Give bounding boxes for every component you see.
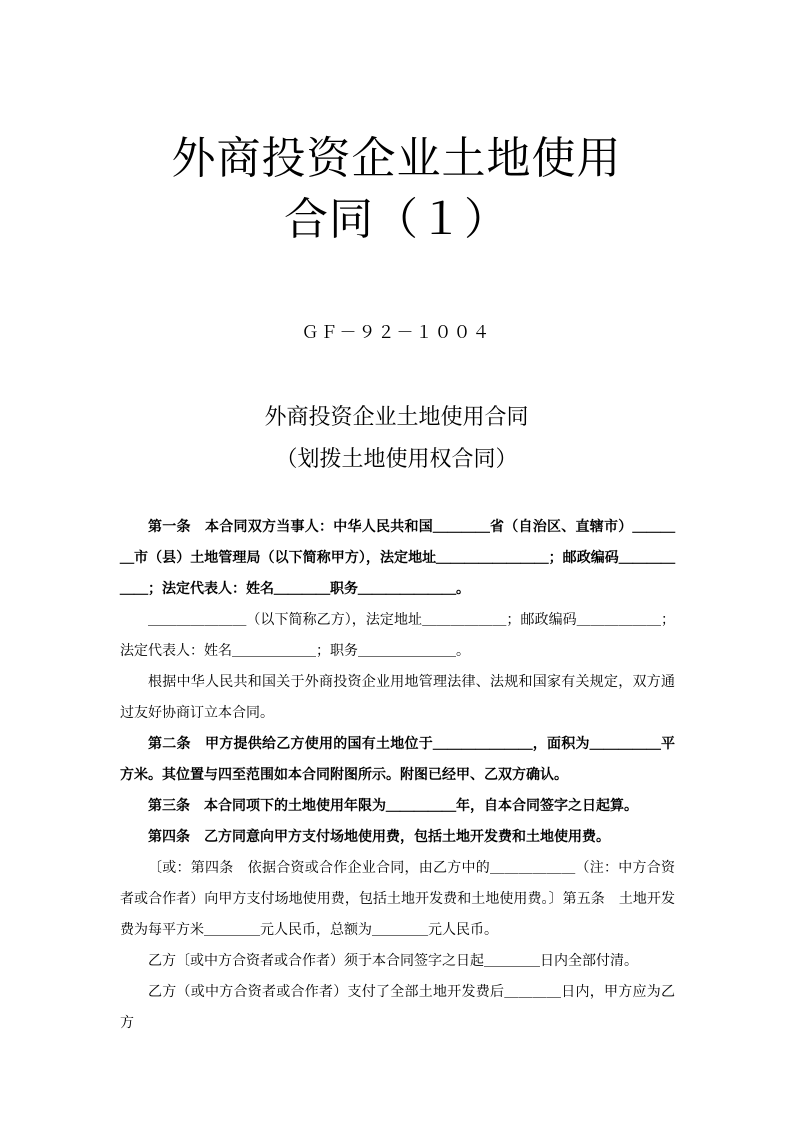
document-code: ＧＦ－９２－１００４ [301, 323, 492, 343]
contract-title: 外商投资企业土地使用合同 [264, 405, 529, 430]
document-title-line-1: 外商投资企业土地使用 [171, 133, 622, 184]
article-3-term: 第三条 本合同项下的土地使用年限为＿＿＿＿＿年，自本合同签字之日起算。 [148, 798, 638, 814]
payment-deadline: 乙方〔或中方合资者或合作者）须于本合同签字之日起＿＿＿＿日内全部付清。 [148, 953, 638, 969]
contract-basis: 根据中华人民共和国关于外商投资企业用地管理法律、法规和国家有关规定，双方通过友好协商订立本合同。 [120, 674, 675, 721]
article-4-fees: 第四条 乙方同意向甲方支付场地使用费，包括土地开发费和土地使用费。 [148, 829, 610, 845]
contract-body [120, 512, 675, 1039]
article-4-alternative-and-article-5: 〔或：第四条 依据合资或合作企业合同，由乙方中的＿＿＿＿＿＿（注：中方合资者或合作者）向甲方支付场地使用费，包括土地开发费和土地使用费。〕第五条 土地开发费为每平方米＿＿＿＿元人民币，总额为＿＿＿＿元人民币。 [120, 860, 675, 938]
contract-subtitle: （划拨土地使用权合同） [275, 447, 518, 472]
party-b-info: ＿＿＿＿＿＿＿（以下简称乙方），法定地址＿＿＿＿＿＿；邮政编码＿＿＿＿＿＿；法定代表人：姓名＿＿＿＿＿＿；职务＿＿＿＿＿＿＿。 [120, 612, 675, 659]
post-payment-obligation: 乙方（或中方合资者或合作者）支付了全部土地开发费后＿＿＿＿日内，甲方应为乙方 [120, 984, 675, 1031]
article-1-parties: 第一条 本合同双方当事人：中华人民共和国＿＿＿＿省（自治区、直辖市）＿＿＿＿市（县）土地管理局（以下简称甲方），法定地址＿＿＿＿＿＿＿＿；邮政编码＿＿＿＿＿＿；法定代表人：姓名＿＿＿＿职务＿＿＿＿＿＿＿。 [120, 519, 675, 597]
article-2-land-location: 第二条 甲方提供给乙方使用的国有土地位于＿＿＿＿＿＿＿，面积为＿＿＿＿＿平方米。其位置与四至范围如本合同附图所示。附图已经甲、乙双方确认。 [120, 736, 675, 783]
document-title-line-2: 合同（１） [284, 194, 509, 245]
